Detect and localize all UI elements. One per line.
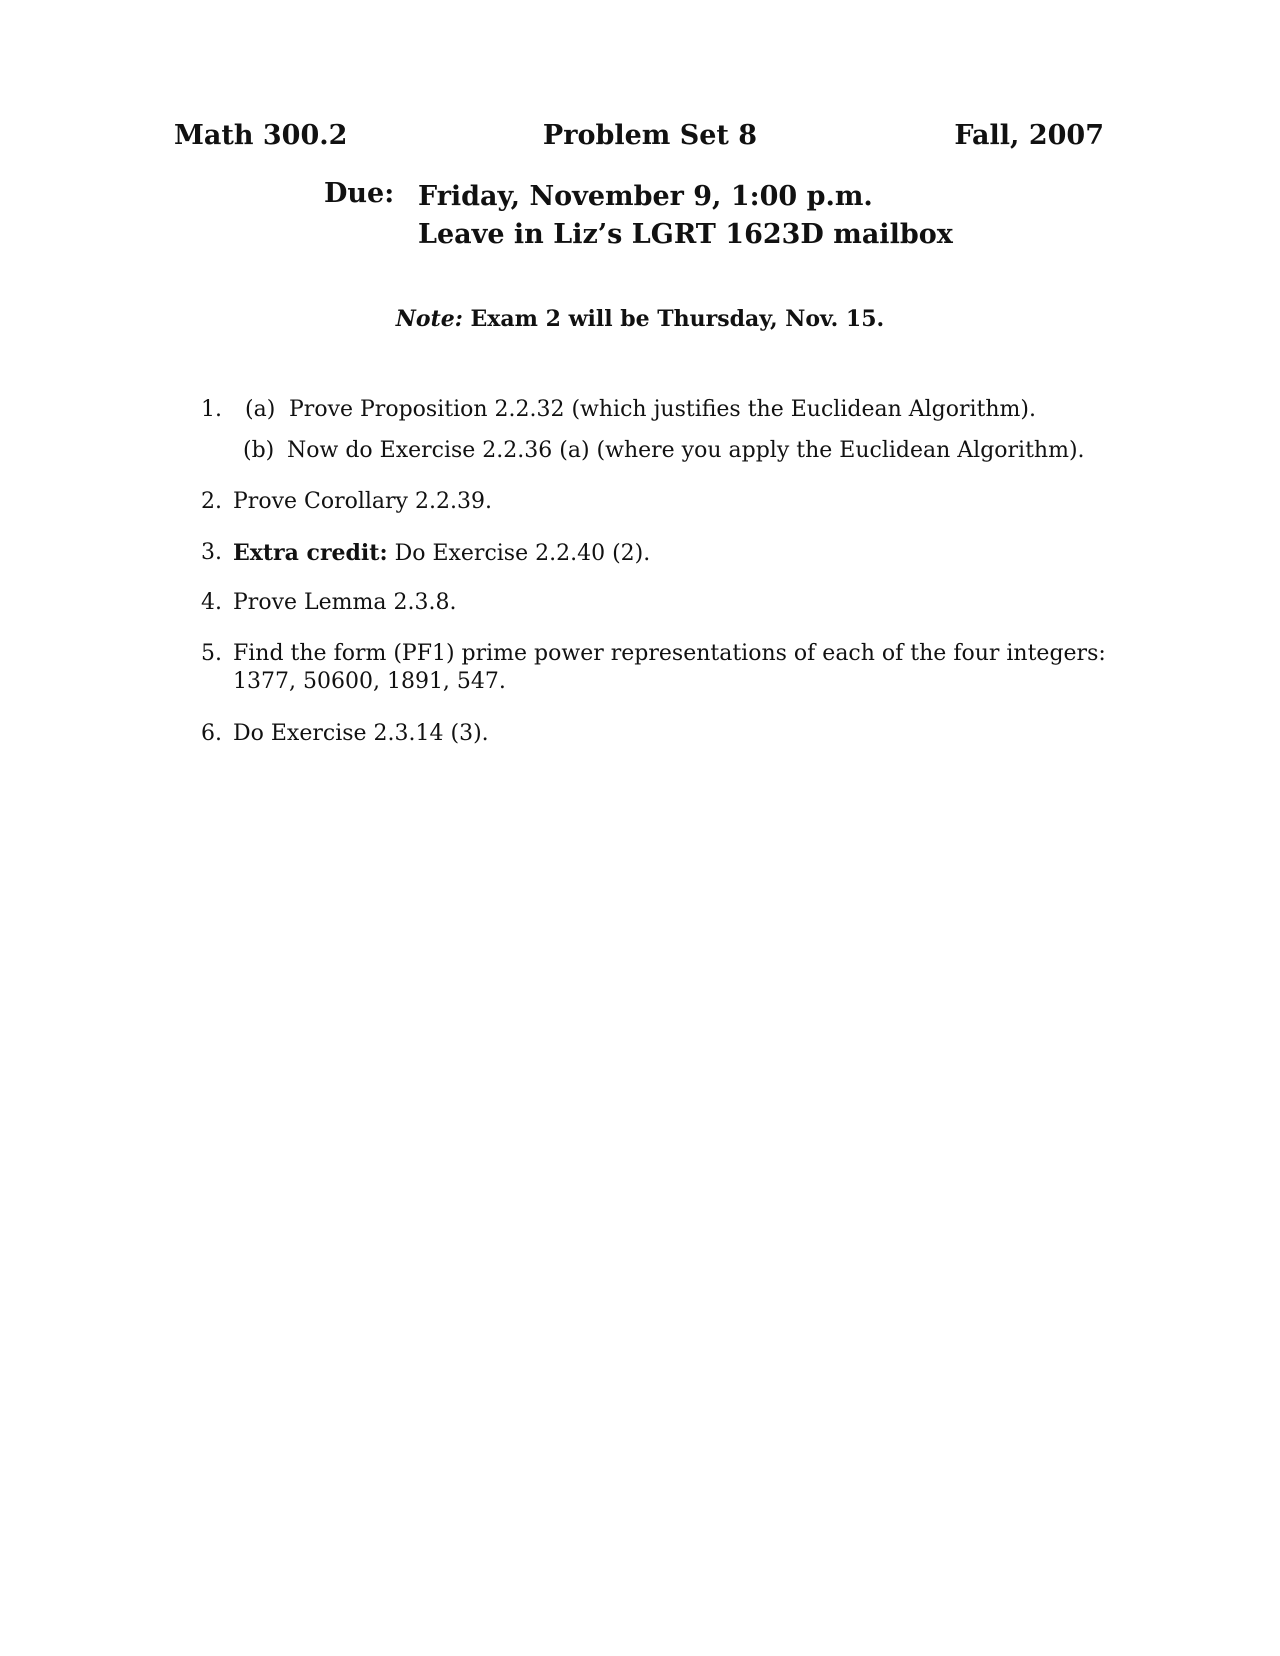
problem-number: 3. — [201, 540, 222, 565]
problem-text: Extra credit: Do Exercise 2.2.40 (2). — [233, 540, 651, 566]
problem-item — [201, 640, 1106, 702]
problem-text: Prove Lemma 2.3.8. — [233, 590, 457, 615]
problem-number: 6. — [201, 721, 222, 746]
part-label: (a) — [245, 397, 276, 422]
page-title: Problem Set 8 — [542, 120, 758, 151]
due-label: Due: — [324, 178, 395, 209]
due-date: Friday, November 9, 1:00 p.m. — [418, 181, 873, 212]
note-label: Note: — [395, 306, 463, 332]
extra-credit-label: Extra credit: — [233, 540, 388, 566]
term-label: Fall, 2007 — [954, 120, 1104, 151]
problem-item — [201, 396, 1101, 486]
due-details — [418, 178, 953, 254]
problem-number: 2. — [201, 489, 222, 514]
problem-text-continued: 1377, 50600, 1891, 547. — [233, 669, 506, 694]
problem-text: Prove Corollary 2.2.39. — [233, 489, 492, 514]
problem-number: 1. — [201, 397, 222, 422]
problem-item — [201, 589, 1101, 621]
part-text: Now do Exercise 2.2.36 (a) (where you apply the Euclidean Algorithm). — [287, 438, 1085, 463]
part-label: (b) — [243, 438, 275, 463]
course-title: Math 300.2 — [174, 120, 348, 151]
due-location: Leave in Liz’s LGRT 1623D mailbox — [418, 219, 953, 250]
problem-text: Do Exercise 2.3.14 (3). — [233, 721, 489, 746]
note-text: Exam 2 will be Thursday, Nov. 15. — [470, 306, 885, 332]
problem-number: 4. — [201, 590, 222, 615]
exam-note — [0, 306, 1280, 332]
problem-item — [201, 488, 1101, 520]
problem-item — [201, 539, 1101, 571]
problem-text: Find the form (PF1) prime power representations of each of the four integers: — [233, 641, 1106, 666]
part-text: Prove Proposition 2.2.32 (which justifies the Euclidean Algorithm). — [289, 397, 1036, 422]
problem-item — [201, 720, 1101, 752]
problem-number: 5. — [201, 641, 222, 666]
